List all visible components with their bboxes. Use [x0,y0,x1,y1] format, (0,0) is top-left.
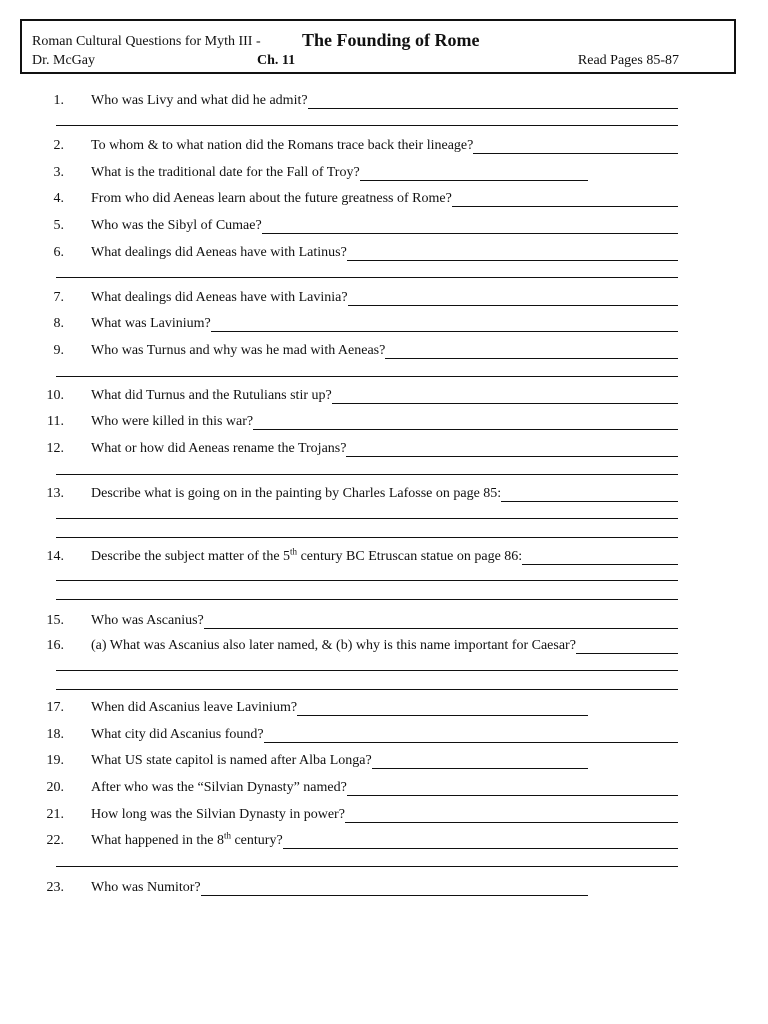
question-item [0,242,768,262]
question-number: 10. [46,388,64,403]
question-number: 21. [46,807,64,822]
answer-line[interactable] [346,456,678,457]
question-text: What dealings did Aeneas have with Lavinia? [91,290,348,305]
question-number: 3. [53,165,64,180]
question-text: Who was Ascanius? [91,613,204,628]
question-item [0,340,768,360]
question-number: 9. [53,343,64,358]
question-number: 4. [53,191,64,206]
answer-line[interactable] [576,653,678,654]
question-text: What US state capitol is named after Alba Longa? [91,753,372,768]
question-item [0,287,768,307]
question-item [0,215,768,235]
answer-line[interactable] [211,331,678,332]
course-name: Roman Cultural Questions for Myth III - [32,34,261,49]
question-item [0,438,768,458]
answer-line[interactable] [348,305,678,306]
question-text: What city did Ascanius found? [91,727,264,742]
question-number: 19. [46,753,64,768]
question-text: How long was the Silvian Dynasty in power? [91,807,345,822]
question-number: 13. [46,486,64,501]
answer-line[interactable] [56,670,678,671]
answer-line[interactable] [522,564,678,565]
instructor-name: Dr. McGay [32,53,95,68]
answer-line[interactable] [56,537,678,538]
answer-line[interactable] [297,715,588,716]
question-item [0,724,768,744]
question-number: 12. [46,441,64,456]
question-text: To whom & to what nation did the Romans trace back their lineage? [91,138,474,153]
question-text-part: century? [230,833,283,848]
question-number: 23. [46,880,64,895]
question-text-part: century BC Etruscan statue on page 86: [297,549,523,564]
question-number: 16. [46,638,64,653]
question-item [0,90,768,110]
question-text: From who did Aeneas learn about the future greatness of Rome? [91,191,452,206]
question-number: 1. [53,93,64,108]
question-item [0,697,768,717]
answer-line[interactable] [345,822,678,823]
question-item [0,546,768,566]
question-number: 22. [46,833,64,848]
answer-line[interactable] [360,180,588,181]
answer-line[interactable] [253,429,678,430]
answer-line[interactable] [56,125,678,126]
question-text: When did Ascanius leave Lavinium? [91,700,298,715]
ordinal-suffix: th [290,546,298,557]
question-text: (a) What was Ascanius also later named, & (b) why is this name important for Caesar? [91,638,576,653]
question-number: 14. [46,549,64,564]
question-text: What is the traditional date for the Fall of Troy? [91,165,360,180]
question-item [0,777,768,797]
question-text: What or how did Aeneas rename the Trojans? [91,441,347,456]
worksheet-header [20,19,736,74]
question-item [0,635,768,655]
question-text: Who was Livy and what did he admit? [91,93,308,108]
answer-line[interactable] [262,233,678,234]
question-text [91,830,283,849]
answer-line[interactable] [56,518,678,519]
answer-line[interactable] [56,599,678,600]
ordinal-suffix: th [223,830,231,841]
answer-line[interactable] [56,580,678,581]
question-number: 2. [53,138,64,153]
question-number: 20. [46,780,64,795]
question-text: Describe what is going on in the painting by Charles Lafosse on page 85: [91,486,502,501]
question-text: What did Turnus and the Rutulians stir up? [91,388,332,403]
page-title: The Founding of Rome [302,30,480,50]
answer-line[interactable] [56,689,678,690]
question-text: Who was Numitor? [91,880,201,895]
question-number: 8. [53,316,64,331]
question-item [0,830,768,850]
question-item [0,162,768,182]
answer-line[interactable] [201,895,588,896]
answer-line[interactable] [385,358,678,359]
answer-line[interactable] [332,403,678,404]
question-item [0,610,768,630]
question-item [0,188,768,208]
question-item [0,750,768,770]
question-item [0,877,768,897]
answer-line[interactable] [308,108,678,109]
question-text: After who was the “Silvian Dynasty” named? [91,780,347,795]
answer-line[interactable] [473,153,678,154]
question-number: 5. [53,218,64,233]
question-number: 18. [46,727,64,742]
question-item [0,385,768,405]
answer-line[interactable] [56,376,678,377]
question-number: 11. [47,414,64,429]
question-text-part: Describe the subject matter of the 5 [91,549,291,564]
question-text-part: What happened in the 8 [91,833,224,848]
question-text: Who was Turnus and why was he mad with Aeneas? [91,343,386,358]
question-number: 17. [46,700,64,715]
question-text: What dealings did Aeneas have with Latinus? [91,245,347,260]
question-item [0,313,768,333]
answer-line[interactable] [452,206,678,207]
question-text [91,546,523,565]
answer-line[interactable] [347,260,678,261]
answer-line[interactable] [204,628,678,629]
answer-line[interactable] [264,742,678,743]
answer-line[interactable] [56,277,678,278]
question-number: 7. [53,290,64,305]
reading-assignment: Read Pages 85-87 [577,53,679,68]
question-item [0,135,768,155]
question-text: What was Lavinium? [91,316,211,331]
answer-line[interactable] [56,474,678,475]
question-item [0,483,768,503]
answer-line[interactable] [56,866,678,867]
answer-line[interactable] [347,795,678,796]
question-number: 6. [53,245,64,260]
question-text: Who were killed in this war? [91,414,254,429]
answer-line[interactable] [372,768,588,769]
question-text: Who was the Sibyl of Cumae? [91,218,262,233]
answer-line[interactable] [283,848,678,849]
chapter-label: Ch. 11 [257,53,296,68]
question-item [0,411,768,431]
answer-line[interactable] [501,501,678,502]
question-number: 15. [46,613,64,628]
question-item [0,804,768,824]
